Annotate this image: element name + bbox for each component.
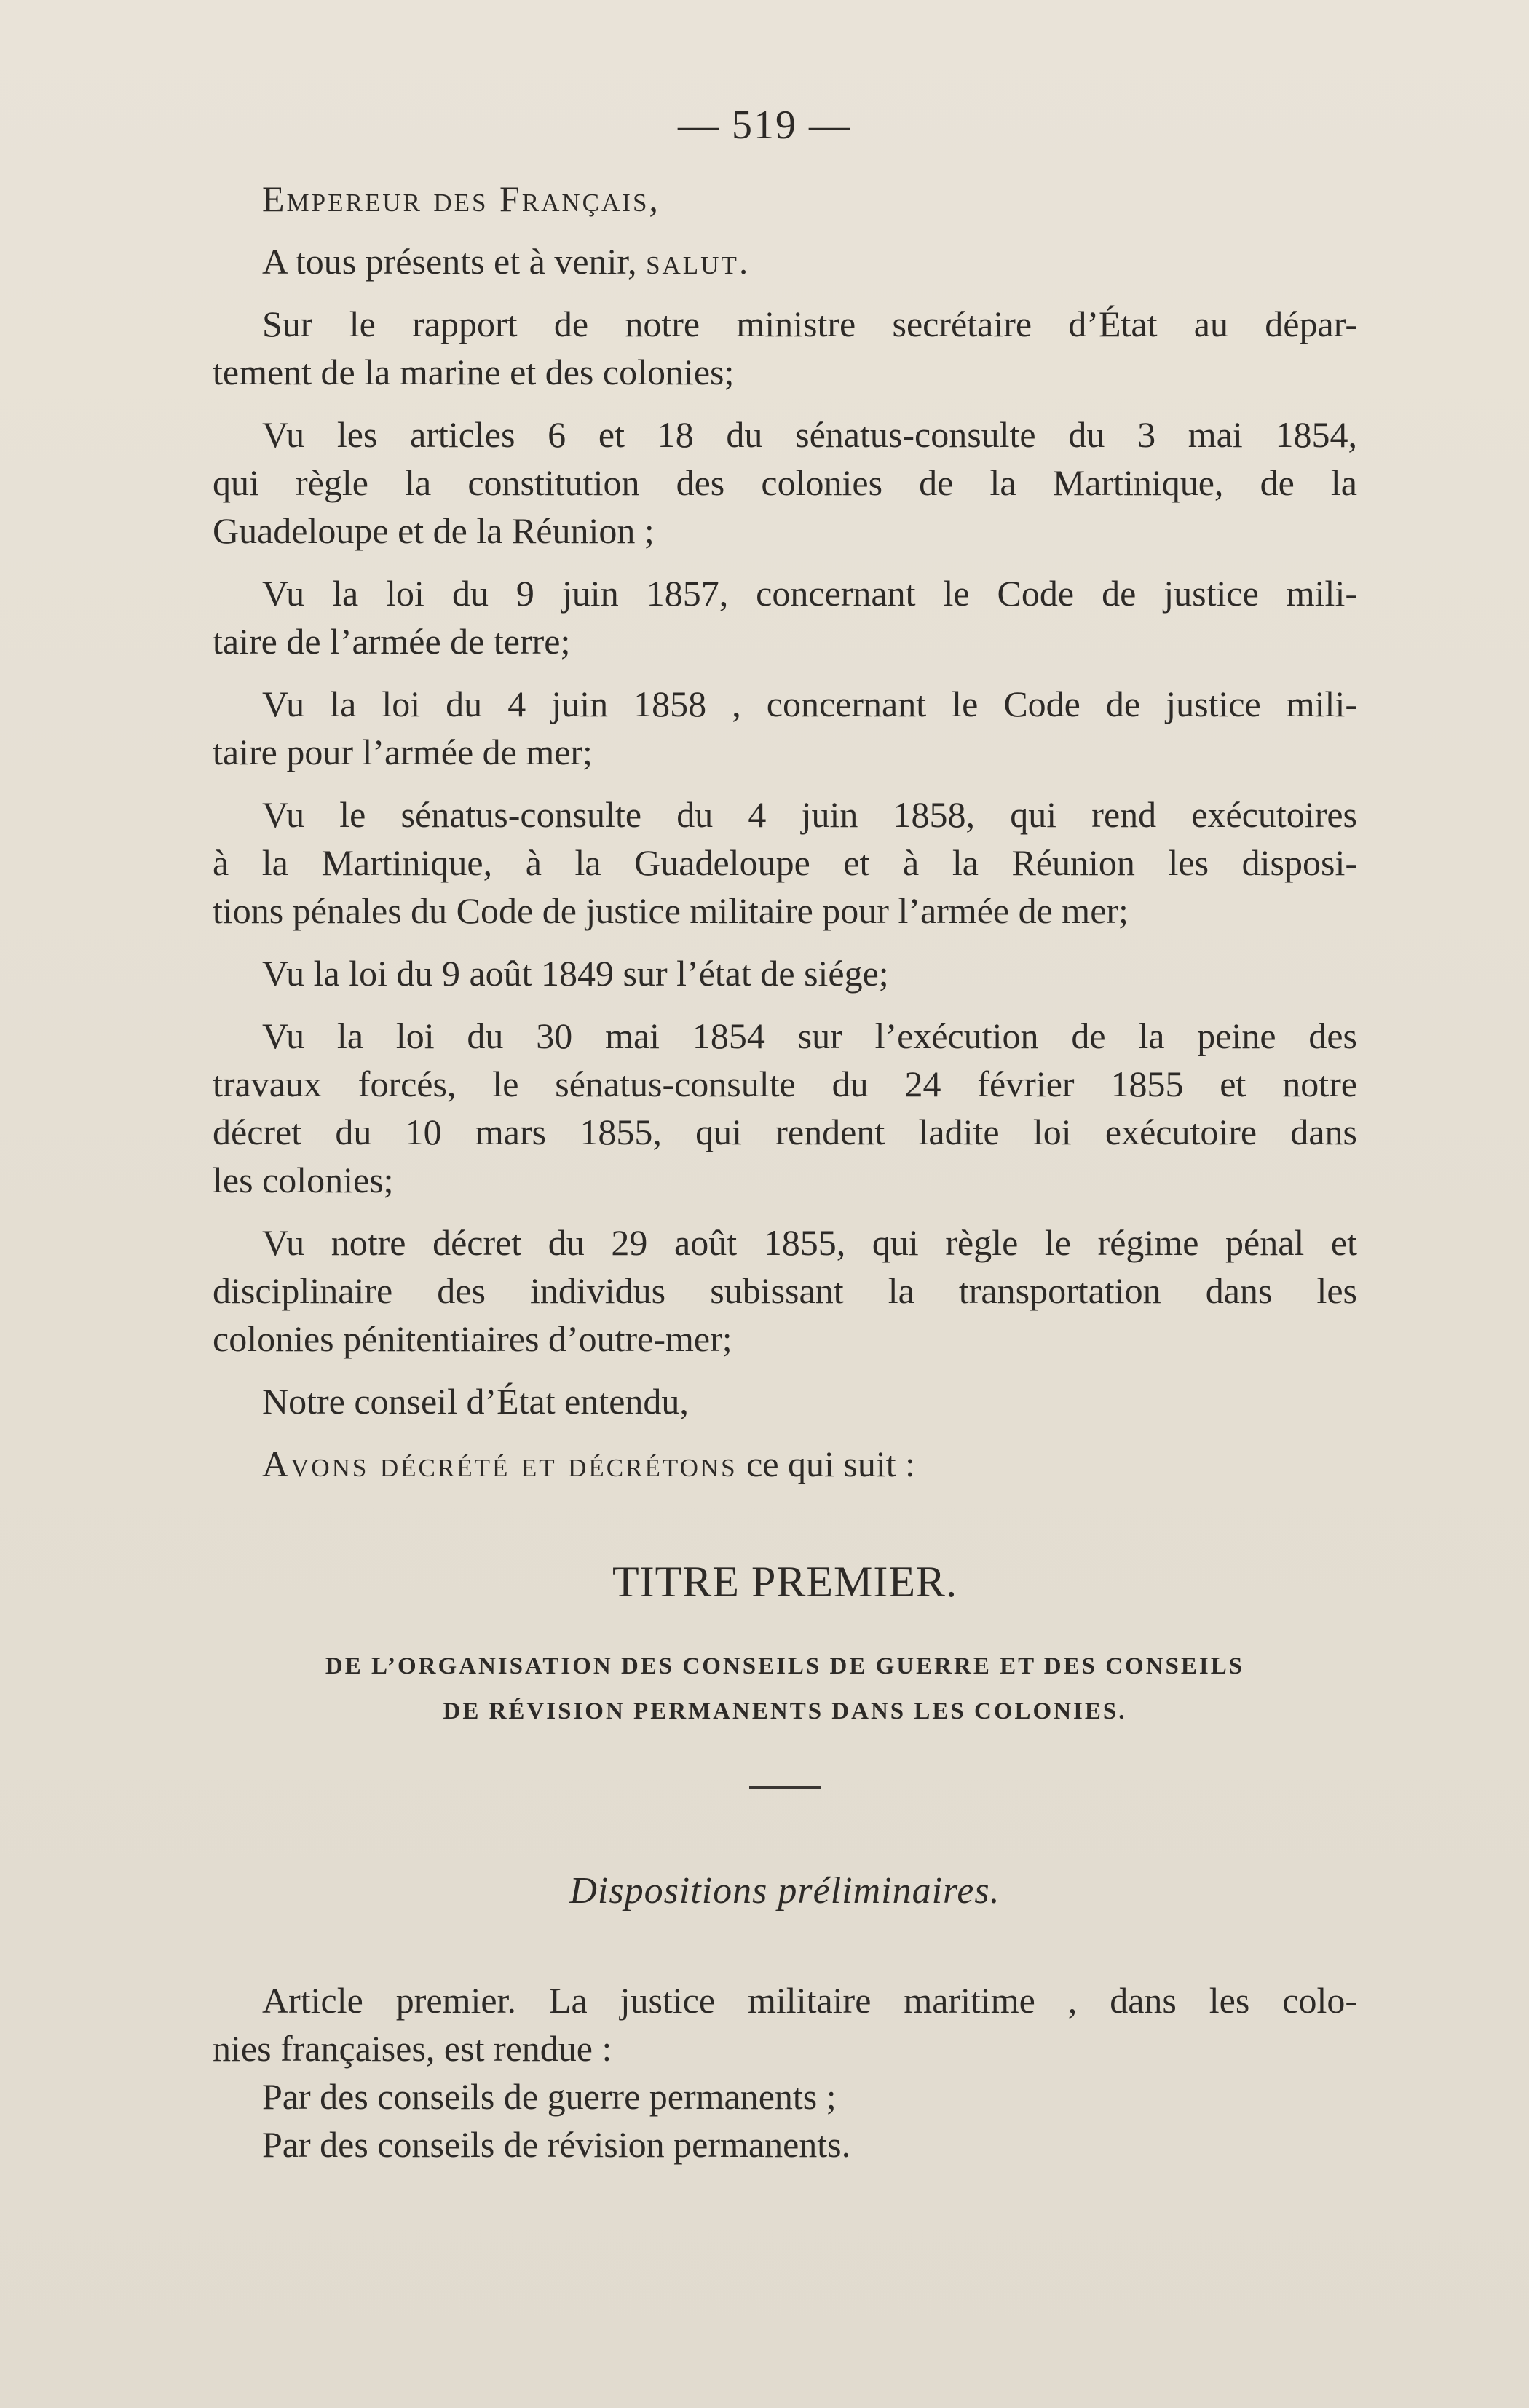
text-line: qui règle la constitution des colonies de la Martinique, de la — [213, 462, 1357, 503]
text-line: les colonies; — [213, 1160, 394, 1200]
preamble-paragraph — [213, 1377, 1357, 1425]
text-line: tement de la marine et des colonies; — [213, 352, 735, 392]
emperor-title-text: Empereur des Français, — [262, 178, 660, 219]
emperor-title — [213, 175, 1357, 223]
text-line: à la Martinique, à la Guadeloupe et à la Réunion les disposi- — [213, 842, 1357, 883]
text-line: tions pénales du Code de justice militaire pour l’armée de mer; — [213, 890, 1129, 931]
text-line: colonies pénitentiaires d’outre-mer; — [213, 1318, 732, 1359]
text-line: Vu la loi du 30 mai 1854 sur l’exécution de la peine des — [262, 1015, 1357, 1056]
text-line: Vu la loi du 9 juin 1857, concernant le Code de justice mili- — [262, 573, 1357, 614]
text-line: Sur le rapport de notre ministre secrétaire d’État au dépar- — [262, 304, 1357, 344]
preamble-paragraph — [213, 791, 1357, 935]
text-line: taire pour l’armée de mer; — [213, 732, 593, 772]
subtitle-line: DE L’ORGANISATION DES CONSEILS DE GUERRE ET DES CONSEILS — [325, 1653, 1245, 1679]
section-divider — [749, 1786, 821, 1789]
text-line: Article premier. La justice militaire maritime , dans les colo- — [262, 1980, 1357, 2021]
text-line: Vu le sénatus-consulte du 4 juin 1858, qui rend exécutoires — [262, 794, 1357, 835]
text-line: Vu notre décret du 29 août 1855, qui règle le régime pénal et — [262, 1222, 1357, 1263]
page-number: — 519 — — [678, 103, 851, 148]
titre-subtitle — [213, 1644, 1357, 1734]
preamble-paragraph — [213, 300, 1357, 396]
article-item: Par des conseils de guerre permanents ; — [262, 2076, 837, 2117]
text-line: nies françaises, est rendue : — [213, 2028, 612, 2069]
decree-formula-rest: ce qui suit : — [746, 1443, 916, 1484]
preamble-paragraph — [213, 1012, 1357, 1204]
titre-heading: TITRE PREMIER. — [612, 1558, 957, 1606]
greeting-prefix: A tous présents et à venir, — [262, 241, 637, 282]
greeting-salut: salut. — [646, 241, 751, 282]
text-line: taire de l’armée de terre; — [213, 621, 571, 662]
document-body — [213, 175, 1357, 2169]
text-line: Vu la loi du 9 août 1849 sur l’état de siége; — [262, 953, 889, 994]
text-line: Vu les articles 6 et 18 du sénatus-consulte du 3 mai 1854, — [262, 414, 1357, 455]
subtitle-line: DE RÉVISION PERMANENTS DANS LES COLONIES. — [443, 1698, 1127, 1724]
preamble-paragraph — [213, 680, 1357, 776]
preamble-paragraph — [213, 1219, 1357, 1363]
text-line: Notre conseil d’État entendu, — [262, 1381, 689, 1422]
text-line: disciplinaire des individus subissant la transportation dans les — [213, 1270, 1357, 1311]
decree-formula — [213, 1440, 1357, 1488]
text-line: Guadeloupe et de la Réunion ; — [213, 510, 655, 551]
decree-formula-caps: Avons décrété et décrétons — [262, 1443, 738, 1484]
text-line: décret du 10 mars 1855, qui rendent ladite loi exécutoire dans — [213, 1112, 1357, 1152]
preamble-paragraph — [213, 569, 1357, 665]
preamble-paragraph — [213, 949, 1357, 997]
section-heading: Dispositions préliminaires. — [569, 1870, 1000, 1912]
article-paragraph — [213, 1976, 1357, 2169]
text-line: Vu la loi du 4 juin 1858 , concernant le Code de justice mili- — [262, 684, 1357, 724]
preamble-paragraph — [213, 411, 1357, 555]
text-line: travaux forcés, le sénatus-consulte du 24 février 1855 et notre — [213, 1064, 1357, 1104]
article-item: Par des conseils de révision permanents. — [262, 2124, 851, 2165]
greeting — [213, 237, 1357, 285]
